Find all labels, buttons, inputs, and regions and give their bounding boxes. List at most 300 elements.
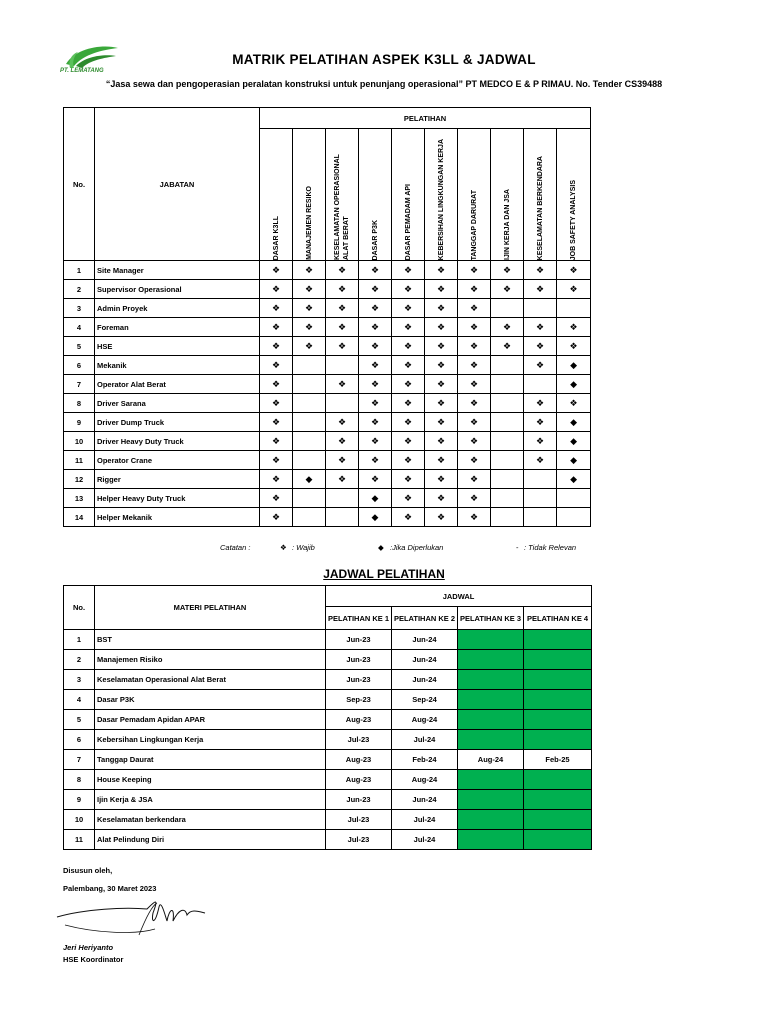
training-mark: ❖: [425, 299, 458, 318]
training-mark: ❖: [524, 413, 557, 432]
sched-header-no: No.: [64, 586, 95, 630]
jabatan-cell: Driver Sarana: [95, 394, 260, 413]
schedule-date: Jun-23: [326, 790, 392, 810]
training-mark: ◆: [557, 470, 591, 489]
training-mark: ❖: [260, 413, 293, 432]
training-mark: ◆: [557, 432, 591, 451]
empty-schedule-cell: [524, 790, 592, 810]
training-mark: [293, 413, 326, 432]
training-mark: ❖: [326, 337, 359, 356]
training-mark: ❖: [458, 489, 491, 508]
table-row: [64, 375, 591, 394]
training-mark: [491, 489, 524, 508]
table-row: [64, 710, 592, 730]
table-row: [64, 432, 591, 451]
training-mark: ❖: [458, 337, 491, 356]
training-schedule-table: [63, 585, 592, 850]
training-mark: [293, 394, 326, 413]
empty-schedule-cell: [524, 830, 592, 850]
training-header-label: KEBERSIHAN LINGKUNGAN KERJA: [437, 138, 445, 260]
jabatan-cell: Helper Mekanik: [95, 508, 260, 527]
training-mark: ❖: [326, 375, 359, 394]
row-number: 8: [64, 770, 95, 790]
training-mark: ❖: [293, 318, 326, 337]
table-row: [64, 508, 591, 527]
training-mark: ❖: [425, 413, 458, 432]
schedule-date: Jul-23: [326, 810, 392, 830]
training-mark: ❖: [260, 299, 293, 318]
schedule-date: Aug-24: [392, 710, 458, 730]
training-header: [293, 129, 326, 261]
training-mark: ◆: [293, 470, 326, 489]
note-wajib: : Wajib: [292, 543, 315, 552]
materi-cell: Tanggap Daurat: [95, 750, 326, 770]
training-mark: ❖: [425, 318, 458, 337]
materi-cell: BST: [95, 630, 326, 650]
training-mark: [293, 432, 326, 451]
materi-cell: Kebersihan Lingkungan Kerja: [95, 730, 326, 750]
session-header: PELATIHAN KE 1: [326, 607, 392, 630]
training-mark: ❖: [458, 413, 491, 432]
page-title: MATRIK PELATIHAN ASPEK K3LL & JADWAL: [232, 52, 536, 67]
jabatan-cell: Rigger: [95, 470, 260, 489]
training-mark: ◆: [557, 451, 591, 470]
training-mark: ❖: [458, 318, 491, 337]
training-mark: ❖: [392, 451, 425, 470]
session-header: PELATIHAN KE 4: [524, 607, 592, 630]
schedule-date: Aug-23: [326, 770, 392, 790]
training-header: [458, 129, 491, 261]
training-mark: [491, 432, 524, 451]
empty-schedule-cell: [524, 730, 592, 750]
training-header: [392, 129, 425, 261]
materi-cell: Dasar Pemadam Apidan APAR: [95, 710, 326, 730]
training-mark: ❖: [425, 280, 458, 299]
schedule-date: Jun-24: [392, 650, 458, 670]
training-mark: ❖: [359, 394, 392, 413]
materi-cell: Dasar P3K: [95, 690, 326, 710]
table-row: [64, 630, 592, 650]
training-mark: ❖: [524, 394, 557, 413]
training-mark: ❖: [293, 261, 326, 280]
training-header-label: DASAR PEMADAM API: [404, 183, 412, 260]
training-mark: ❖: [425, 451, 458, 470]
row-number: 9: [64, 413, 95, 432]
training-mark: [491, 451, 524, 470]
table-row: [64, 489, 591, 508]
training-header-label: IJIN KERJA DAN JSA: [503, 189, 511, 260]
training-mark: ❖: [458, 261, 491, 280]
session-header: PELATIHAN KE 2: [392, 607, 458, 630]
col-header-pelatihan: PELATIHAN: [260, 108, 591, 129]
training-mark: ❖: [458, 356, 491, 375]
training-mark: ❖: [392, 356, 425, 375]
training-mark: ❖: [458, 470, 491, 489]
training-mark: [491, 394, 524, 413]
training-mark: ❖: [392, 413, 425, 432]
row-number: 7: [64, 750, 95, 770]
jabatan-cell: Admin Proyek: [95, 299, 260, 318]
row-number: 4: [64, 690, 95, 710]
training-mark: ❖: [326, 451, 359, 470]
training-mark: ❖: [260, 508, 293, 527]
schedule-date: Jun-24: [392, 670, 458, 690]
training-mark: [524, 375, 557, 394]
training-mark: ❖: [326, 470, 359, 489]
table-row: [64, 413, 591, 432]
place-date: Palembang, 30 Maret 2023: [63, 884, 157, 893]
training-header-label: DASAR K3LL: [272, 215, 280, 260]
empty-schedule-cell: [524, 670, 592, 690]
training-mark: ❖: [524, 451, 557, 470]
table-row: [64, 451, 591, 470]
sched-header-materi: MATERI PELATIHAN: [95, 586, 326, 630]
training-mark: ❖: [491, 318, 524, 337]
training-matrix-table: [63, 107, 591, 527]
training-mark: ❖: [458, 394, 491, 413]
training-header: [557, 129, 591, 261]
table-row: [64, 810, 592, 830]
row-number: 6: [64, 730, 95, 750]
table-row: [64, 750, 592, 770]
schedule-date: Feb-25: [524, 750, 592, 770]
table-row: [64, 356, 591, 375]
training-mark: [326, 394, 359, 413]
training-mark: ❖: [359, 261, 392, 280]
training-mark: ❖: [293, 299, 326, 318]
training-mark: ❖: [326, 413, 359, 432]
training-mark: ❖: [557, 261, 591, 280]
session-header: PELATIHAN KE 3: [458, 607, 524, 630]
training-mark: ❖: [458, 508, 491, 527]
training-mark: ❖: [458, 432, 491, 451]
empty-schedule-cell: [458, 810, 524, 830]
empty-schedule-cell: [458, 830, 524, 850]
training-mark: ◆: [557, 375, 591, 394]
schedule-date: Jul-24: [392, 810, 458, 830]
row-number: 3: [64, 299, 95, 318]
training-mark: [557, 299, 591, 318]
training-mark: ❖: [260, 318, 293, 337]
training-mark: ❖: [557, 318, 591, 337]
materi-cell: House Keeping: [95, 770, 326, 790]
training-mark: ❖: [491, 280, 524, 299]
signer-position: HSE Koordinator: [63, 955, 124, 964]
training-mark: ❖: [392, 394, 425, 413]
wajib-symbol: ❖: [280, 543, 287, 552]
training-mark: ❖: [425, 432, 458, 451]
training-mark: ❖: [425, 375, 458, 394]
training-mark: ❖: [392, 432, 425, 451]
materi-cell: Keselamatan Operasional Alat Berat: [95, 670, 326, 690]
training-mark: ❖: [425, 337, 458, 356]
row-number: 5: [64, 337, 95, 356]
training-mark: ❖: [359, 375, 392, 394]
training-mark: ❖: [425, 508, 458, 527]
row-number: 14: [64, 508, 95, 527]
training-mark: ❖: [326, 318, 359, 337]
training-mark: ❖: [326, 299, 359, 318]
training-mark: ❖: [524, 280, 557, 299]
table-row: [64, 670, 592, 690]
training-mark: [293, 451, 326, 470]
row-number: 3: [64, 670, 95, 690]
jabatan-cell: Site Manager: [95, 261, 260, 280]
table-row: [64, 337, 591, 356]
training-header: [260, 129, 293, 261]
training-mark: ❖: [425, 470, 458, 489]
training-mark: ❖: [524, 432, 557, 451]
table-row: [64, 280, 591, 299]
training-mark: ❖: [425, 489, 458, 508]
table-row: [64, 299, 591, 318]
training-header: [524, 129, 557, 261]
jabatan-cell: Operator Alat Berat: [95, 375, 260, 394]
training-mark: ❖: [458, 299, 491, 318]
page-subtitle: “Jasa sewa dan pengoperasian peralatan konstruksi untuk penunjang operasional” PT MEDCO E & P RIMAU. No. Tender CS39488: [105, 79, 663, 89]
training-mark: [524, 299, 557, 318]
training-mark: ❖: [359, 451, 392, 470]
table-row: [64, 261, 591, 280]
empty-schedule-cell: [458, 650, 524, 670]
training-mark: ❖: [491, 261, 524, 280]
training-mark: ◆: [557, 413, 591, 432]
jabatan-cell: Driver Dump Truck: [95, 413, 260, 432]
table-row: [64, 470, 591, 489]
training-mark: ❖: [491, 337, 524, 356]
row-number: 2: [64, 650, 95, 670]
training-mark: [293, 508, 326, 527]
schedule-date: Aug-24: [458, 750, 524, 770]
empty-schedule-cell: [524, 710, 592, 730]
signature-icon: [55, 895, 215, 945]
training-mark: ❖: [293, 337, 326, 356]
notes-label: Catatan :: [220, 543, 251, 552]
jabatan-cell: Supervisor Operasional: [95, 280, 260, 299]
row-number: 11: [64, 830, 95, 850]
training-mark: ❖: [425, 356, 458, 375]
empty-schedule-cell: [524, 630, 592, 650]
schedule-date: Jun-24: [392, 790, 458, 810]
training-mark: ❖: [524, 337, 557, 356]
training-mark: [491, 508, 524, 527]
training-mark: [326, 489, 359, 508]
training-header: [359, 129, 392, 261]
training-mark: [491, 299, 524, 318]
training-mark: ❖: [392, 318, 425, 337]
training-header: [425, 129, 458, 261]
training-header-label: DASAR P3K: [371, 219, 379, 260]
signer-name: Jeri Heriyanto: [63, 943, 114, 952]
training-mark: ❖: [260, 394, 293, 413]
empty-schedule-cell: [524, 770, 592, 790]
training-mark: ❖: [458, 451, 491, 470]
training-mark: [524, 508, 557, 527]
training-mark: ❖: [392, 261, 425, 280]
empty-schedule-cell: [458, 730, 524, 750]
training-mark: [293, 375, 326, 394]
training-mark: ❖: [425, 394, 458, 413]
training-mark: ❖: [392, 299, 425, 318]
training-mark: [524, 489, 557, 508]
empty-schedule-cell: [458, 790, 524, 810]
training-mark: ◆: [359, 508, 392, 527]
row-number: 1: [64, 261, 95, 280]
schedule-date: Sep-24: [392, 690, 458, 710]
training-mark: ❖: [557, 280, 591, 299]
training-mark: ❖: [524, 318, 557, 337]
row-number: 11: [64, 451, 95, 470]
training-mark: ❖: [557, 337, 591, 356]
training-mark: [491, 470, 524, 489]
jabatan-cell: Foreman: [95, 318, 260, 337]
materi-cell: Ijin Kerja & JSA: [95, 790, 326, 810]
row-number: 10: [64, 810, 95, 830]
training-header-label: JOB SAFETY ANALYSIS: [570, 179, 578, 260]
training-header-label: KESELAMATAN OPERASIONAL ALAT BERAT: [334, 154, 350, 260]
training-mark: ❖: [392, 470, 425, 489]
training-mark: ❖: [260, 261, 293, 280]
materi-cell: Manajemen Risiko: [95, 650, 326, 670]
training-mark: [326, 356, 359, 375]
training-mark: ❖: [293, 280, 326, 299]
table-row: [64, 730, 592, 750]
training-mark: ❖: [524, 261, 557, 280]
schedule-title: JADWAL PELATIHAN: [323, 567, 445, 581]
training-mark: ❖: [260, 432, 293, 451]
empty-schedule-cell: [458, 770, 524, 790]
training-mark: [491, 413, 524, 432]
note-tidak: : Tidak Relevan: [524, 543, 577, 552]
training-mark: ❖: [557, 394, 591, 413]
empty-schedule-cell: [458, 670, 524, 690]
training-mark: ❖: [392, 489, 425, 508]
schedule-date: Jul-24: [392, 830, 458, 850]
training-header: [491, 129, 524, 261]
schedule-date: Jun-23: [326, 650, 392, 670]
table-row: [64, 690, 592, 710]
training-mark: ❖: [392, 375, 425, 394]
schedule-date: Aug-23: [326, 710, 392, 730]
training-mark: [491, 356, 524, 375]
training-mark: ❖: [326, 261, 359, 280]
jabatan-cell: Driver Heavy Duty Truck: [95, 432, 260, 451]
training-mark: ❖: [260, 337, 293, 356]
training-mark: ❖: [524, 356, 557, 375]
training-mark: ❖: [359, 280, 392, 299]
prepared-by: Disusun oleh,: [63, 866, 113, 875]
training-mark: ❖: [359, 299, 392, 318]
training-header-label: KESELAMATAN BERKENDARA: [536, 155, 544, 260]
training-mark: ❖: [326, 280, 359, 299]
training-mark: ❖: [359, 470, 392, 489]
tidak-symbol: -: [516, 543, 519, 552]
training-mark: [491, 375, 524, 394]
row-number: 10: [64, 432, 95, 451]
schedule-date: Jul-23: [326, 830, 392, 850]
row-number: 13: [64, 489, 95, 508]
schedule-date: Feb-24: [392, 750, 458, 770]
training-mark: [326, 508, 359, 527]
training-mark: [524, 470, 557, 489]
sched-header-jadwal: JADWAL: [326, 586, 592, 607]
row-number: 1: [64, 630, 95, 650]
row-number: 12: [64, 470, 95, 489]
schedule-date: Jul-24: [392, 730, 458, 750]
training-mark: ❖: [392, 337, 425, 356]
empty-schedule-cell: [458, 630, 524, 650]
training-mark: [293, 356, 326, 375]
jabatan-cell: Operator Crane: [95, 451, 260, 470]
training-mark: ◆: [359, 489, 392, 508]
empty-schedule-cell: [458, 690, 524, 710]
training-mark: ❖: [359, 337, 392, 356]
row-number: 2: [64, 280, 95, 299]
col-header-no: No.: [64, 108, 95, 261]
training-mark: ❖: [359, 318, 392, 337]
schedule-date: Jun-24: [392, 630, 458, 650]
table-row: [64, 770, 592, 790]
training-mark: ❖: [425, 261, 458, 280]
empty-schedule-cell: [524, 810, 592, 830]
training-mark: [557, 489, 591, 508]
training-mark: ❖: [392, 508, 425, 527]
training-mark: ❖: [359, 413, 392, 432]
training-mark: ❖: [458, 280, 491, 299]
schedule-date: Aug-24: [392, 770, 458, 790]
materi-cell: Keselamatan berkendara: [95, 810, 326, 830]
row-number: 4: [64, 318, 95, 337]
empty-schedule-cell: [458, 710, 524, 730]
training-mark: [557, 508, 591, 527]
training-mark: ❖: [359, 356, 392, 375]
training-mark: ❖: [392, 280, 425, 299]
schedule-date: Aug-23: [326, 750, 392, 770]
row-number: 7: [64, 375, 95, 394]
training-header-label: MANAJEMEN RESIKO: [305, 186, 313, 260]
jika-symbol: ◆: [378, 543, 384, 552]
table-row: [64, 790, 592, 810]
row-number: 6: [64, 356, 95, 375]
jabatan-cell: HSE: [95, 337, 260, 356]
table-row: [64, 650, 592, 670]
training-mark: [293, 489, 326, 508]
empty-schedule-cell: [524, 650, 592, 670]
training-mark: ◆: [557, 356, 591, 375]
jabatan-cell: Mekanik: [95, 356, 260, 375]
table-row: [64, 830, 592, 850]
training-header: [326, 129, 359, 261]
training-mark: ❖: [260, 280, 293, 299]
table-row: [64, 318, 591, 337]
note-jika: :Jika Diperlukan: [390, 543, 444, 552]
training-mark: ❖: [326, 432, 359, 451]
schedule-date: Jul-23: [326, 730, 392, 750]
empty-schedule-cell: [524, 690, 592, 710]
materi-cell: Alat Pelindung Diri: [95, 830, 326, 850]
row-number: 9: [64, 790, 95, 810]
training-mark: ❖: [260, 489, 293, 508]
training-mark: ❖: [458, 375, 491, 394]
table-row: [64, 394, 591, 413]
logo-text: PT. LEMATANG: [60, 68, 104, 74]
schedule-date: Jun-23: [326, 670, 392, 690]
jabatan-cell: Helper Heavy Duty Truck: [95, 489, 260, 508]
training-mark: ❖: [260, 375, 293, 394]
training-mark: ❖: [260, 470, 293, 489]
training-header-label: TANGGAP DARURAT: [470, 189, 478, 260]
training-mark: ❖: [359, 432, 392, 451]
